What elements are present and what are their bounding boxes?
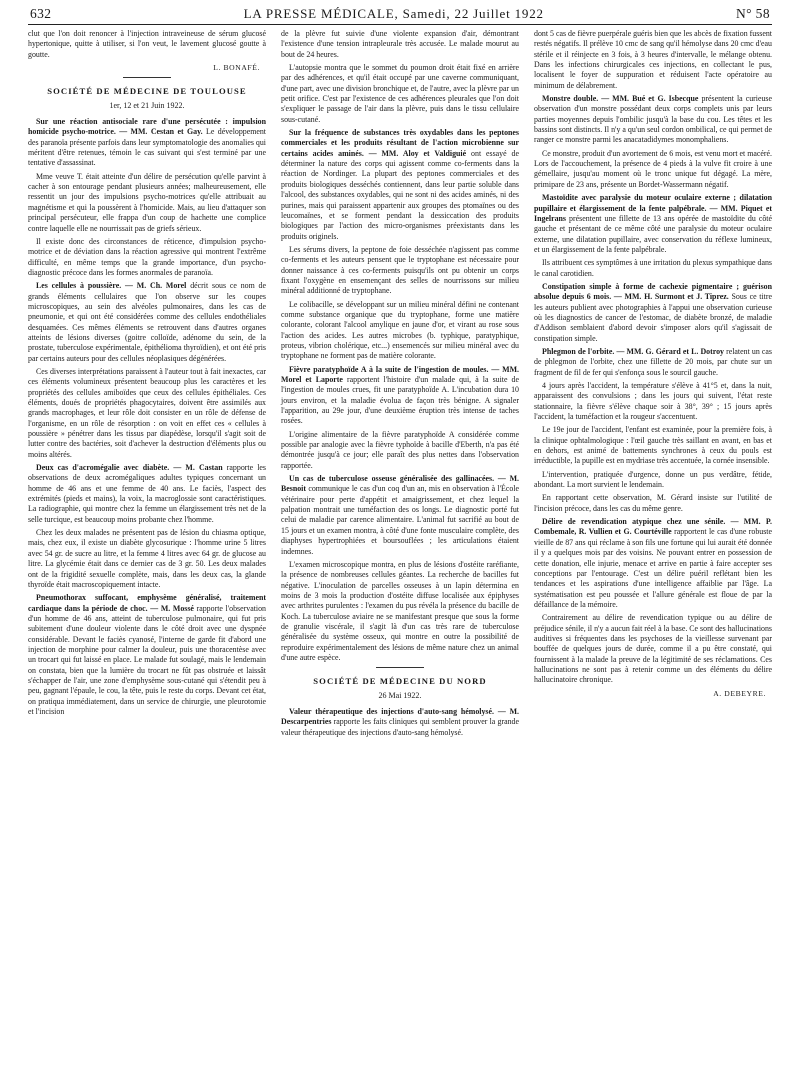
paragraph: rapporte les observations de deux acromégaliques adultes typiques concernant un homme de 46 ans et une femme de 40 ans. Le faciès, l'aspect des extrémités (pieds et mains), la voix, la macroglossie sont caractéristiques. La radiographie, qui montre chez la femme un élargissement très net de la selle turcique, est beaucoup moins probante chez l'homme. bbox=[28, 463, 266, 524]
paragraph: rapporte l'observation d'un homme de 46 ans, atteint de tuberculose pulmonaire, qui fut pris subitement d'une douleur violente dans le côté droit avec une dyspnée considérable. Devant le faciès cyanosé, l'interne de garde fit d'abord une injection de morphine pour calmer la douleur, puis une thoracentèse avec un trocart qui fut laissé en place. Le malade fut soulagé, mais le lendemain on constata, bien que la lumière du trocart ne fût pas obstruée et laissât s'échapper de l'air, une zone d'emphysème sous-cutané qui s'étendit peu à peu, gagnant l'épaule, le cou, la tête, puis le reste du corps. Devant cet état, on pratiqua immédiatement, dans un service de chirurgie, une pleurotomie et l'incision bbox=[28, 603, 266, 716]
section-title: Sur une réaction antisociale rare d'une persécutée : impulsion homicide psycho-motrice. — MM. Cestan et Gay. bbox=[28, 117, 266, 137]
paragraph: rapportent le cas d'une robuste vieille de 87 ans qui réclame à son fils une fortune qui lui aurait été donnée il y a quelques mois par des voisins. Ne pouvant entrer en possession de cette donation, elle injurie, menace et arrive en partie à faire accepter ses conceptions par l'entourage. C'est un délire puéril reflétant bien les tendances et les aspirations d'une intelligence affaiblie par l'âge. La systématisation est peu poussée et l'allure générale est floue de par la défaillance de la mémoire. bbox=[534, 527, 772, 609]
paragraph: présentent une fillette de 13 ans opérée de mastoïdite du côté gauche et présentant de ce même côté une paralysie du moteur oculaire externe, une dilatation pupillaire, avec conservation du réflexe lumineux, et un élargissement de la fente palpébrale. bbox=[534, 213, 772, 254]
paragraph: Les sérums divers, la peptone de foie desséchée n'agissent pas comme co-ferments et les auteurs pensent que le tryptophane est nécessaire pour donner naissance à ces co-ferments puisqu'ils ont pu obtenir un corps fixant l'oxygène en ensemençant des selles de nourrissons sur milieu minéral additionné de tryptophane. bbox=[281, 244, 519, 296]
paragraph: relatent un cas de phlegmon de l'orbite, chez une fillette de 20 mois, par chute sur un fragment de fil de fer qui s'enfonça sous le sourcil gauche. bbox=[534, 346, 772, 377]
session-date: 26 Mai 1922. bbox=[378, 690, 422, 700]
society-heading-toulouse: SOCIÉTÉ DE MÉDECINE DE TOULOUSE bbox=[47, 86, 247, 97]
paragraph: L'autopsie montra que le sommet du poumon droit était fixé en arrière par des adhérences, et qu'il était occupé par une caverne communiquant, d'une part, avec une division bronchique et, de l'autre, avec la plèvre par un petit orifice. C'est par l'existence de ces adhérences pleurales que l'on doit s'expliquer le passage de l'air dans la plèvre, puis dans le tissu cellulaire sous-cutané. bbox=[281, 63, 519, 124]
section-title: Un cas de tuberculose osseuse généralisée des gallinacées. — M. Besnoit bbox=[281, 474, 519, 494]
paragraph: L'intervention, pratiquée d'urgence, donne un pus verdâtre, fétide, abondant. La mort survient le lendemain. bbox=[534, 469, 772, 490]
paragraph: Ces diverses interprétations paraissent à l'auteur tout à fait inexactes, car ces éléments volumineux présentent beaucoup plus les caractères et les propriétés des cellules amiboïdes que ceux des cellules épithéliales. Ces éléments, doués de propriétés phagocytaires, doivent être assimilés aux grands macrophages, et leur rôle doit consister en un rôle de défense de l'organisme, en un rôle de résorption : on voit en effet ces « cellules à poussière » pénétrer dans les tissus par diapédèse, lorsqu'il s'agit soit de lutter contre des bactéries, soit d'achever la destruction d'éléments plus ou moins altérés. bbox=[28, 366, 266, 459]
divider bbox=[376, 667, 424, 668]
section-title: Valeur thérapeutique des injections d'auto-sang hémolysé. — M. Descarpentries bbox=[281, 706, 519, 727]
section-title: Mastoïdite avec paralysie du moteur oculaire externe ; dilatation pupillaire et élargissement de la fente palpébrale. — MM. Piquet et Ingelrans bbox=[534, 193, 772, 223]
journal-title: LA PRESSE MÉDICALE, Samedi, 22 Juillet 1922 bbox=[243, 6, 544, 21]
divider bbox=[123, 77, 171, 78]
paragraph: rapporte les faits cliniques qui semblent prouver la grande valeur thérapeutique des injections d'auto-sang hémolysé. bbox=[281, 717, 519, 737]
paragraph: L'origine alimentaire de la fièvre paratyphoïde A considérée comme possible par analogie avec la fièvre typhoïde à bacille d'Eberth, n'a pas été démontrée jusqu'à ce jour; elle paraît des plus nettes dans l'observation rapportée. bbox=[281, 429, 519, 470]
society-heading-nord: SOCIÉTÉ DE MÉDECINE DU NORD bbox=[313, 676, 487, 687]
paragraph: clut que l'on doit renoncer à l'injection intraveineuse de sérum glucosé hypertonique, quitte à utiliser, si l'on veut, le lavement glucosé goutte à goutte. bbox=[28, 29, 266, 59]
column-middle bbox=[281, 29, 519, 741]
column-left bbox=[28, 29, 266, 741]
paragraph: L'examen microscopique montra, en plus de lésions d'ostéite raréfiante, la présence de nombreuses cellules géantes. La recherche de bacilles fut négative. L'inoculation de parcelles osseuses à un lapin détermina en moins de 3 mois la production d'ostéite diffuse localisée aux épiphyses avec arthrites purulentes : l'examen du pus révéla la présence du bacille de Koch. La tuberculose aviaire ne se manifestant presque que sous la forme de granulie viscérale, il s'agit là d'un cas très rare de tuberculose généralisée du système osseux, qui montre en outre la possibilité de reproduire expérimentalement des lésions de même nature chez un animal d'une autre espèce. bbox=[281, 559, 519, 662]
journal-page bbox=[28, 0, 772, 1072]
issue-number: N° 58 bbox=[735, 6, 770, 21]
section-title: Sur la fréquence de substances très oxydables dans les peptones commerciales et les produits résultant de l'action microbienne sur certains acides aminés. — MM. Aloy et Valdiguié bbox=[281, 128, 519, 158]
section-title: Deux cas d'acromégalie avec diabète. — M. Castan bbox=[36, 463, 223, 473]
section-title: Les cellules à poussière. — M. Ch. Morel bbox=[36, 281, 187, 291]
section-title: Fièvre paratyphoïde A à la suite de l'ingestion de moules. — MM. Morel et Laporte bbox=[281, 364, 519, 384]
paragraph: En rapportant cette observation, M. Gérard insiste sur l'utilité de l'incision précoce, dans les cas du même genre. bbox=[534, 493, 772, 513]
paragraph: rapportent l'histoire d'un malade qui, à la suite de l'ingestion de moules crues, fit une paratyphoïde A. L'incubation dura 10 jours environ, et la maladie évolua de façon très bénigne. A signaler l'apparition, au 29e jour, d'une deuxième éruption très intense de taches rosées. bbox=[281, 375, 519, 426]
page-number: 632 bbox=[30, 6, 52, 21]
session-dates: 1er, 12 et 21 Juin 1922. bbox=[109, 100, 185, 110]
paragraph: Il existe donc des circonstances de réticence, d'impulsion psycho-motrice et de déviation dans la réaction agressive qui montrent l'extrême difficulté, en même temps que la grande importance, d'un psycho-diagnostic précoce dans les formes anormales de paranoïa. bbox=[28, 236, 266, 277]
paragraph: présentent la curieuse observation d'un monstre possédant deux corps complets unis par leurs parties moyennes depuis l'ombilic jusqu'à la base du cou. Les têtes et les bassins sont distincts. Il n'y a qu'un seul cordon ombilical, ce qui permet de ranger ce monstre parmi les anacatadidymes monomphaliens. bbox=[534, 94, 772, 145]
paragraph: Le 19e jour de l'accident, l'enfant est examinée, pour la première fois, à la clinique ophtalmologique : l'œil gauche très saillant en avant, en bas et en dehors, est animé de battements synchrones à ceux du pouls est irréductible, la pupille est en mydriase très accentuée, la cornée insensible. bbox=[534, 425, 772, 466]
paragraph: Le colibacille, se développant sur un milieu minéral défini ne contenant comme substance organique que du tryptophane, forme une matière colorante, colorant l'alcool amylique en jaune d'or, et virant au rose sous l'action des acides. Les autres microbes (b. typhique, paratyphique, proteus, vibrion cholérique, etc...) ensemencés sur milieu minéral avec du tryptophane ne forment pas de matière colorante. bbox=[281, 299, 519, 361]
paragraph: Chez les deux malades ne présentent pas de lésion du chiasma optique, mais, chez eux, il existe un diabète glycosurique : l'homme urine 5 litres avec 54 gr. de sucre au litre, et la femme 4 litres avec 64 gr. de glucose au litre. La glycémie était dans ce dernier cas de 3 gr. 50. Les deux malades ont de la frigidité sexuelle complète, mais, dans les deux cas, la glande thyroïde était macroscopiquement intacte. bbox=[28, 528, 266, 589]
paragraph: Ils attribuent ces symptômes à une irritation du plexus sympathique dans le canal carotidien. bbox=[534, 258, 772, 278]
paragraph: décrit sous ce nom de grands éléments cellulaires que l'on observe sur les coupes microscopiques, au sein des alvéoles pulmonaires, dans les cas de pneumonie, et qui ont été considérées comme des cellules endothéliales desquamées. Ces mêmes éléments se retrouvent dans d'autres organes atteints de lésions diverses (goitre colloïde, adénome du sein, de la prostate, tuberculose expérimentale, épithélioma thyroïdien), et ont été pris par certains auteurs pour des cellules néoplasiques dégénérées. bbox=[28, 281, 267, 363]
paragraph: dont 5 cas de fièvre puerpérale guéris bien que les abcès de fixation fussent restés négatifs. Il prélève 10 cmc de sang qu'il hémolyse dans 20 cmc d'eau stérile et il réinjecte en 3 fois, à 3 heures d'intervalle, le mélange obtenu. Dans les infections chirurgicales ces injections, en collectant le pus, localisent le foyer de suppuration et réduisent l'acte opératoire au minimum de délabrement. bbox=[534, 29, 772, 90]
paragraph: communique le cas d'un coq d'un an, mis en observation à l'École vétérinaire pour perte d'appétit et amaigrissement, et chez lequel la palpation montrait une tuméfaction des os longs. Le diagnostic porté fut celui de maladie par carence alimentaire. L'animal fut sacrifié au bout de 15 jours et un examen montra, à côté d'une fonte musculaire complète, des diaphyses hypertrophiées et boursouflées ; les articulations étaient indemnes. bbox=[281, 484, 519, 556]
text-columns bbox=[28, 29, 772, 741]
section-title: Constipation simple à forme de cachexie pigmentaire ; guérison absolue depuis 6 mois. — MM. H. Surmont et J. Tiprez. bbox=[534, 281, 772, 302]
signature-bonafe: L. BONAFÉ. bbox=[213, 63, 260, 73]
paragraph: Mme veuve T. était atteinte d'un délire de persécution qu'elle parvint à cacher à son entourage pendant plusieurs années; malheureusement, elle ressentit un jour des impulsions psycho-motrices qu'elle attribuait au magnétisme et qui la poussèrent à l'homicide. Mais, au lieu d'attaquer son principal persécuteur, elle frappa d'un coup de hachette une complice contre laquelle elle ne nourrissait pas de griefs sérieux. bbox=[28, 171, 266, 233]
section-title: Pneumothorax suffocant, emphysème généralisé, traitement cardiaque dans la période de choc. — M. Mossé bbox=[28, 593, 266, 613]
paragraph: 4 jours après l'accident, la température s'élève à 41°5 et, dans la nuit, apparaissent des convulsions ; dans les jours qui suivent, l'état reste stationnaire, la fièvre s'élève chaque soir à 38°, 39° ; 15 jours après l'accident, la tuméfaction et la rougeur s'accentuent. bbox=[534, 381, 772, 422]
signature-debeyre: A. DEBEYRE. bbox=[713, 688, 766, 698]
paragraph: Contrairement au délire de revendication typique ou au délire de préjudice sénile, il n'y a aucun fait réel à la base. Ce sont des hallucinations auditives si fréquentes dans les psychoses de la vieillesse survenant par bouffée de quelques jours de durée, comme il a pu être constaté, qui fournissent à la malade la preuve de la légitimité de ses réclamations. Ces hallucinations ne sont pas à retenir comme un des éléments du délire hallucinatoire chronique. bbox=[534, 613, 772, 685]
paragraph: Ce monstre, produit d'un avortement de 6 mois, est venu mort et macéré. Lors de l'accouchement, la présence de 4 pieds à la vulve fit croire à une gémellaire, jusqu'au moment où le tronc unique fut dégagé. La mère, primipare de 23 ans, présente un Bordet-Wassermann négatif. bbox=[534, 148, 772, 189]
paragraph: ont essayé de déterminer la nature des corps qui agissent comme co-ferments dans la réaction de Nordinger. La plupart des peptones commerciales et des produits biologiques desséchés contiennent, dans leur partie soluble dans l'alcool, des substances oxydables, qui ne sont ni des acides aminés, ni des purines, mais qui paraissent appartenir aux groupes des ptomaïnes ou des leucomaïnes, et se forment pendant la dessiccation des produits biologiques par l'action des micro-organismes préexistants dans les produits originels. bbox=[281, 148, 519, 241]
column-right bbox=[534, 29, 772, 741]
page-header bbox=[28, 6, 772, 25]
section-title: Monstre double. — MM. Bué et G. Isbecque bbox=[542, 94, 699, 104]
paragraph: Le développement des paranoïa présente parfois dans leur symptomatologie des anomalies qui méritent d'être retenues, témoin le cas suivant qui s'est terminé par une tentative d'assassinat. bbox=[28, 127, 266, 168]
paragraph: de la plèvre fut suivie d'une violente expansion d'air, démontrant l'existence d'une tension intrapleurale très accusée. Le malade mourut au bout de 24 heures. bbox=[281, 29, 519, 59]
paragraph: Sous ce titre les auteurs publient avec photographies à l'appui une observation curieuse où les diagnostics de cancer de l'estomac, de diabète bronzé, de maladie d'Addison semblaient d'abord devoir s'imposer alors qu'il s'agissait de constipation simple. bbox=[534, 292, 772, 343]
section-title: Délire de revendication atypique chez une sénile. — MM. P. Combemale, R. Vullien et G. Courtéville bbox=[534, 517, 772, 537]
section-title: Phlegmon de l'orbite. — MM. G. Gérard et L. Dotroy bbox=[542, 346, 724, 356]
